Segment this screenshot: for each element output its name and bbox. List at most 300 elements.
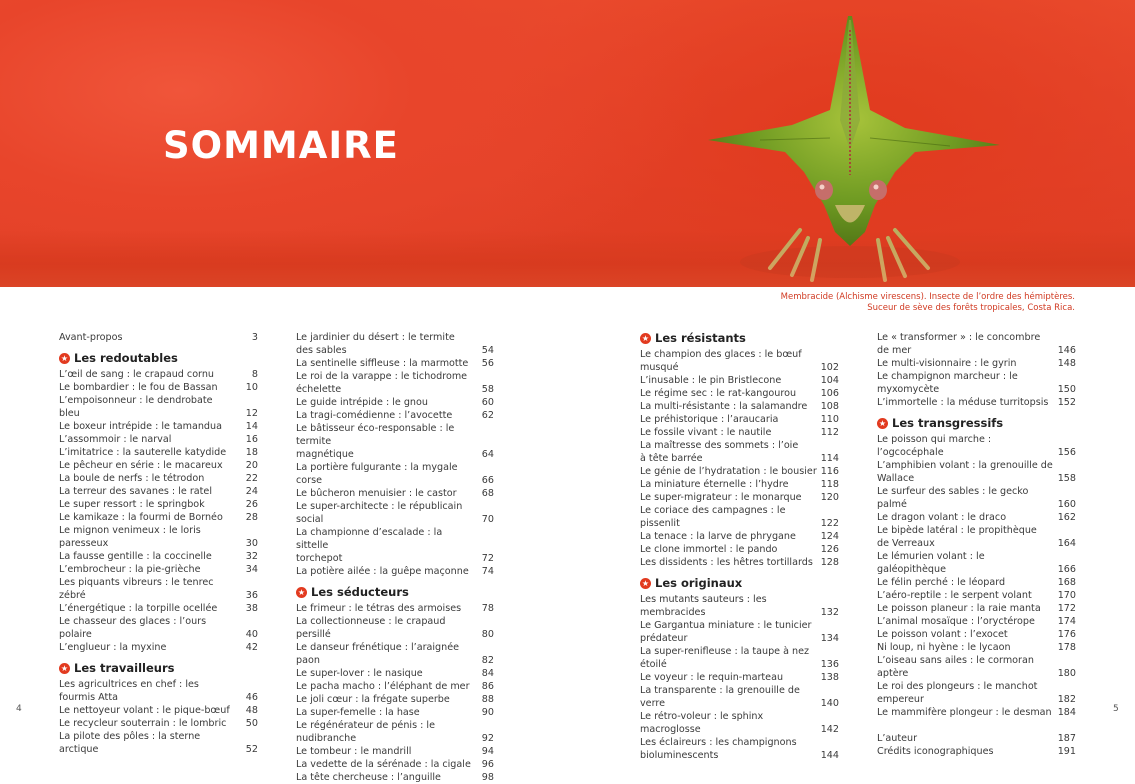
toc-entry [877,680,1076,706]
toc-entry-page: 50 [245,718,258,729]
toc-entry [59,717,258,730]
toc-entry-title: Le génie de l’hydratation : le bousier [640,466,817,477]
toc-entry-title: La portière fulgurante : la mygale corse [296,462,458,486]
toc-entry-title: Le poisson qui marche : l’ogcocéphale [877,434,992,458]
toc-entry [59,381,258,394]
toc-entry [877,745,1076,758]
toc-entry-page: 54 [481,345,494,356]
toc-entry-page: 132 [820,607,839,618]
toc-entry-title: Le multi-visionnaire : le gyrin [877,358,1017,369]
toc-entry-title: L’œil de sang : le crapaud cornu [59,369,214,380]
toc-entry-page: 14 [245,421,258,432]
star-badge-icon: ★ [641,578,650,588]
toc-entry-page: 32 [245,551,258,562]
toc-entry-page: 102 [820,362,839,373]
toc-entry-page: 136 [820,659,839,670]
toc-entry [59,420,258,433]
toc-entry-title: La sentinelle siffleuse : la marmotte [296,358,469,369]
toc-entry [877,576,1076,589]
photo-caption [781,292,1075,314]
toc-entry [59,615,258,641]
toc-entry [640,645,839,671]
page-number-left: 4 [16,704,22,714]
toc-entry-title-line: Le Gargantua miniature : le tunicier [640,620,812,631]
toc-entry-title: La tenace : la larve de phrygane [640,531,796,542]
toc-entry-page: 38 [245,603,258,614]
toc-entry-title: L’animal mosaïque : l’oryctérope [877,616,1035,627]
toc-entry-title-line: de Verreaux [877,538,935,549]
toc-entry-title: Le frimeur : le tétras des armoises [296,603,462,614]
star-badge-icon: ★ [641,333,650,343]
toc-entry-title: Le « transformer » : le concombre de mer [877,332,1041,356]
toc-entry-title: Le nettoyeur volant : le pique-bœuf [59,705,230,716]
toc-entry-title-line: empereur [877,694,924,705]
toc-entry [877,357,1076,370]
toc-entry [877,732,1076,745]
toc-entry-title: Le dragon volant : le draco [877,512,1007,523]
toc-entry-page: 158 [1057,473,1076,484]
toc-entry [877,615,1076,628]
toc-entry-page: 26 [245,499,258,510]
toc-entry-title: La super-femelle : la hase [296,707,420,718]
toc-entry-title: Le recycleur souterrain : le lombric [59,718,227,729]
toc-entry [640,593,839,619]
toc-entry-title: Le rétro-voleur : le sphinx macroglosse [640,711,764,735]
toc-entry-page: 92 [481,733,494,744]
toc-entry-title: Le régime sec : le rat-kangourou [640,388,797,399]
toc-entry [59,394,258,420]
toc-entry-page: 52 [245,744,258,755]
toc-entry-page: 116 [820,466,839,477]
toc-entry [59,498,258,511]
toc-entry-title: Le pacha macho : l’éléphant de mer [296,681,470,692]
toc-entry [640,619,839,645]
toc-entry-page: 146 [1057,345,1076,356]
toc-entry [296,526,494,565]
toc-entry-page: 110 [820,414,839,425]
toc-entry-page: 46 [245,692,258,703]
page-number-right: 5 [1113,704,1119,714]
toc-entry [877,433,1076,459]
toc-column-1 [59,331,258,756]
toc-entry-title: Ni loup, ni hyène : le lycaon [877,642,1011,653]
toc-entry [640,671,839,684]
toc-entry-title: L’assommoir : le narval [59,434,172,445]
toc-entry [877,396,1076,409]
toc-entry [640,465,839,478]
toc-entry-title: L’embrocheur : la pie-grièche [59,564,201,575]
toc-entry [640,543,839,556]
toc-entry-title-line: prédateur [640,633,688,644]
toc-column-2 [296,331,494,784]
toc-entry [296,396,494,409]
toc-entry-title: Le mammifère plongeur : le desman [877,707,1052,718]
toc-entry-title: Le bûcheron menuisier : le castor [296,488,457,499]
toc-entry-page: 86 [481,681,494,692]
toc-entry-page: 40 [245,629,258,640]
toc-entry-page: 104 [820,375,839,386]
toc-entry-page: 56 [481,358,494,369]
toc-section-heading [640,331,839,345]
toc-entry [640,504,839,530]
toc-entry [59,576,258,602]
toc-entry [59,485,258,498]
toc-column-3 [640,331,839,762]
toc-entry-title-line: torchepot [296,553,343,564]
toc-entry-title: Le chasseur des glaces : l’ours polaire [59,616,207,640]
toc-entry-title: Le tombeur : le mandrill [296,746,412,757]
toc-entry-title [640,736,817,762]
toc-entry-page: 191 [1057,746,1076,757]
toc-entry-page: 70 [481,514,494,525]
toc-entry [59,730,258,756]
toc-section-heading [640,576,839,590]
toc-entry [296,331,494,357]
toc-spacer [877,719,1076,732]
toc-entry [877,628,1076,641]
toc-entry-title: Avant-propos [59,332,123,343]
toc-entry-title: L’aéro-reptile : le serpent volant [877,590,1032,601]
toc-entry-title-line: Le roi de la varappe : le tichodrome [296,371,468,382]
toc-entry-page: 178 [1057,642,1076,653]
toc-entry [296,706,494,719]
toc-entry-page: 106 [820,388,839,399]
toc-entry-title: La pilote des pôles : la sterne arctique [59,731,201,755]
toc-entry [296,771,494,784]
toc-entry-title: L’énergétique : la torpille ocellée [59,603,218,614]
toc-entry-page: 20 [245,460,258,471]
toc-entry-page: 152 [1057,397,1076,408]
toc-entry-title: L’empoisonneur : le dendrobate bleu [59,395,213,419]
toc-entry-title: Le régénérateur de pénis : le nudibranche [296,720,435,744]
toc-entry [59,433,258,446]
star-badge-icon: ★ [297,587,306,597]
toc-entry-title: La boule de nerfs : le tétrodon [59,473,205,484]
toc-entry-title [640,619,817,645]
toc-entry [296,565,494,578]
toc-entry [640,439,839,465]
toc-entry [296,370,494,396]
toc-entry-page: 134 [820,633,839,644]
toc-entry-page: 184 [1057,707,1076,718]
toc-entry [640,684,839,710]
toc-entry-page: 22 [245,473,258,484]
toc-entry [59,524,258,550]
toc-entry-page: 162 [1057,512,1076,523]
toc-entry-title: Le bombardier : le fou de Bassan [59,382,218,393]
toc-entry-title-line: La maîtresse des sommets : l’oie [640,440,799,451]
toc-entry [296,615,494,641]
toc-entry-title [877,680,1054,706]
toc-entry-title: Les agricultrices en chef : les fourmis Atta [59,679,199,703]
caption-line: Suceur de sève des forêts tropicales, Costa Rica. [867,303,1075,313]
toc-entry-page: 138 [820,672,839,683]
toc-entry-page: 172 [1057,603,1076,614]
toc-entry-page: 80 [481,629,494,640]
toc-entry [877,459,1076,485]
toc-entry-page: 98 [481,772,494,783]
toc-entry-title: La transparente : la grenouille de verre [640,685,800,709]
toc-entry-page: 64 [481,449,494,460]
toc-entry-title: Le guide intrépide : le gnou [296,397,428,408]
toc-entry-page: 108 [820,401,839,412]
toc-entry [877,524,1076,550]
caption-line: Membracide (Alchisme virescens). Insecte de l’ordre des hémiptères. [780,292,1075,302]
toc-section-title: Les redoutables [74,350,178,365]
toc-entry [640,374,839,387]
toc-entry [877,370,1076,396]
toc-entry-title: Le super-lover : le nasique [296,668,423,679]
toc-entry [296,745,494,758]
toc-section-title: Les travailleurs [74,660,175,675]
toc-entry-page: 18 [245,447,258,458]
toc-entry-page: 72 [481,553,494,564]
toc-entry [296,461,494,487]
toc-entry-title: Le voyeur : le requin-marteau [640,672,784,683]
toc-entry-page: 78 [481,603,494,614]
toc-entry [877,641,1076,654]
toc-entry-page: 140 [820,698,839,709]
toc-entry-title: L’englueur : la myxine [59,642,167,653]
toc-entry [59,704,258,717]
toc-entry-page: 34 [245,564,258,575]
toc-entry-title: La potière ailée : la guêpe maçonne [296,566,469,577]
toc-entry-title: Le super-architecte : le républicain social [296,501,463,525]
toc-entry-title: Le boxeur intrépide : le tamandua [59,421,222,432]
toc-entry-title-line: échelette [296,384,342,395]
toc-entry-page: 124 [820,531,839,542]
toc-entry-title: Le clone immortel : le pando [640,544,778,555]
toc-entry-title: Le super ressort : le springbok [59,499,205,510]
toc-entry-title: Le poisson volant : l’exocet [877,629,1008,640]
toc-entry [877,654,1076,680]
toc-entry-title: La miniature éternelle : l’hydre [640,479,789,490]
toc-entry-page: 128 [820,557,839,568]
toc-entry [59,678,258,704]
toc-entry-page: 150 [1057,384,1076,395]
toc-entry [296,719,494,745]
toc-entry [296,680,494,693]
toc-entry-page: 144 [820,750,839,761]
toc-entry [296,667,494,680]
toc-section-title: Les transgressifs [892,415,1004,430]
toc-entry-title: La fausse gentille : la coccinelle [59,551,212,562]
toc-section-heading [59,661,258,675]
toc-entry-title: L’amphibien volant : la grenouille de Wallace [877,460,1053,484]
toc-entry-title: Le mignon venimeux : le loris paresseux [59,525,201,549]
toc-entry-page: 166 [1057,564,1076,575]
toc-entry-title: Les dissidents : les hêtres tortillards [640,557,813,568]
toc-entry [640,478,839,491]
toc-entry-title: Le lémurien volant : le galéopithèque [877,551,985,575]
toc-entry-page: 148 [1057,358,1076,369]
toc-entry-page: 62 [481,410,494,421]
toc-entry-page: 170 [1057,590,1076,601]
toc-entry [640,736,839,762]
toc-entry [296,422,494,461]
toc-column-4 [877,331,1076,758]
toc-entry-page: 160 [1057,499,1076,510]
toc-entry-page: 82 [481,655,494,666]
toc-entry [59,550,258,563]
toc-entry [877,602,1076,615]
toc-entry-title: L’imitatrice : la sauterelle katydide [59,447,227,458]
toc-entry-title: La collectionneuse : le crapaud persillé [296,616,446,640]
toc-entry [640,710,839,736]
toc-entry-page: 88 [481,694,494,705]
toc-entry-page: 68 [481,488,494,499]
toc-entry-title-line: Les éclaireurs : les champignons [640,737,797,748]
toc-entry [640,413,839,426]
toc-entry-title: Le poisson planeur : la raie manta [877,603,1041,614]
toc-entry-title-line: Le bâtisseur éco-responsable : le termite [296,423,455,447]
toc-entry-page: 58 [481,384,494,395]
toc-entry [296,487,494,500]
toc-entry-page: 94 [481,746,494,757]
toc-entry-title-line: à tête barrée [640,453,703,464]
toc-section-heading [296,585,494,599]
toc-entry [59,641,258,654]
toc-entry-title: Le pêcheur en série : le macareux [59,460,223,471]
toc-entry-page: 176 [1057,629,1076,640]
toc-entry [59,446,258,459]
toc-entry-title [296,370,472,396]
toc-entry [59,331,258,344]
toc-entry-page: 164 [1057,538,1076,549]
toc-entry-page: 182 [1057,694,1076,705]
toc-entry [296,500,494,526]
toc-entry-page: 12 [245,408,258,419]
toc-entry-page: 48 [245,705,258,716]
star-badge-icon: ★ [878,418,887,428]
toc-entry-title: La tragi-comédienne : l’avocette [296,410,453,421]
toc-entry-title-line: Le roi des plongeurs : le manchot [877,681,1038,692]
toc-entry [59,368,258,381]
toc-entry-title-line: bioluminescents [640,750,719,761]
toc-entry-title-line: La championne d’escalade : la sittelle [296,527,443,551]
toc-entry [59,472,258,485]
toc-entry [877,511,1076,524]
toc-entry-title: Le préhistorique : l’araucaria [640,414,779,425]
cover-photo [0,0,1135,287]
toc-entry-title-line: Le bipède latéral : le propithèque [877,525,1037,536]
toc-entry-page: 28 [245,512,258,523]
toc-entry-title: La tête chercheuse : l’anguille [296,772,441,783]
toc-entry-title: Le champignon marcheur : le myxomycète [877,371,1018,395]
toc-entry-page: 66 [481,475,494,486]
toc-entry-title: Les mutants sauteurs : les membracides [640,594,767,618]
toc-entry-title: La multi-résistante : la salamandre [640,401,808,412]
toc-entry-title: Le fossile vivant : le nautile [640,427,772,438]
page-title: SOMMAIRE [163,124,399,167]
toc-entry [640,530,839,543]
toc-section-heading [877,416,1076,430]
toc-entry-title: Crédits iconographiques [877,746,994,757]
toc-entry-title: La super-renifleuse : la taupe à nez étoilé [640,646,810,670]
toc-entry-page: 24 [245,486,258,497]
toc-entry-title: L’immortelle : la méduse turritopsis [877,397,1049,408]
toc-entry-page: 156 [1057,447,1076,458]
toc-entry-title: La terreur des savanes : le ratel [59,486,212,497]
treehopper-photo [700,0,1030,287]
toc-entry [296,602,494,615]
toc-entry [59,602,258,615]
toc-entry-page: 122 [820,518,839,529]
toc-entry-title: L’oiseau sans ailes : le cormoran aptère [877,655,1034,679]
toc-entry [877,550,1076,576]
toc-entry-title: Le félin perché : le léopard [877,577,1006,588]
toc-entry-page: 8 [251,369,258,380]
star-badge-icon: ★ [60,353,69,363]
toc-entry-page: 168 [1057,577,1076,588]
toc-entry-title: Le jardinier du désert : le termite des sables [296,332,455,356]
toc-entry-title [877,524,1054,550]
toc-entry [296,357,494,370]
toc-entry-page: 42 [245,642,258,653]
toc-entry-page: 3 [251,332,258,343]
toc-entry-title: Le coriace des campagnes : le pissenlit [640,505,786,529]
toc-entry-page: 10 [245,382,258,393]
toc-entry-title [296,422,472,461]
toc-entry-page: 114 [820,453,839,464]
toc-entry-title [640,439,817,465]
toc-entry-title-line: magnétique [296,449,354,460]
toc-entry [296,693,494,706]
toc-entry [640,387,839,400]
toc-entry-page: 174 [1057,616,1076,627]
toc-entry [877,485,1076,511]
toc-entry-title: Le super-migrateur : le monarque [640,492,802,503]
toc-entry-title: Le joli cœur : la frégate superbe [296,694,450,705]
toc-entry-page: 36 [245,590,258,601]
toc-entry-page: 126 [820,544,839,555]
toc-entry [59,511,258,524]
toc-entry [640,400,839,413]
toc-entry [640,491,839,504]
toc-entry [877,589,1076,602]
toc-entry [640,426,839,439]
toc-entry-title: Le kamikaze : la fourmi de Bornéo [59,512,223,523]
toc-entry-page: 187 [1057,733,1076,744]
toc-entry [296,758,494,771]
toc-entry-page: 142 [820,724,839,735]
toc-entry-title: L’inusable : le pin Bristlecone [640,375,782,386]
toc-section-title: Les originaux [655,575,743,590]
toc-entry-title: La vedette de la sérénade : la cigale [296,759,471,770]
toc-entry-page: 180 [1057,668,1076,679]
toc-entry [877,331,1076,357]
toc-entry-page: 84 [481,668,494,679]
toc-entry [640,556,839,569]
toc-entry-page: 30 [245,538,258,549]
toc-entry-page: 60 [481,397,494,408]
toc-entry-page: 112 [820,427,839,438]
toc-entry [877,706,1076,719]
toc-entry [296,641,494,667]
toc-section-title: Les résistants [655,330,746,345]
toc-entry-page: 118 [820,479,839,490]
toc-entry-title: L’auteur [877,733,918,744]
toc-entry-page: 74 [481,566,494,577]
toc-entry-title: Le champion des glaces : le bœuf musqué [640,349,802,373]
toc-section-heading [59,351,258,365]
toc-entry-page: 120 [820,492,839,503]
toc-entry-page: 16 [245,434,258,445]
toc-entry-title [296,526,472,565]
toc-entry [296,409,494,422]
toc-entry [59,563,258,576]
toc-entry [640,348,839,374]
